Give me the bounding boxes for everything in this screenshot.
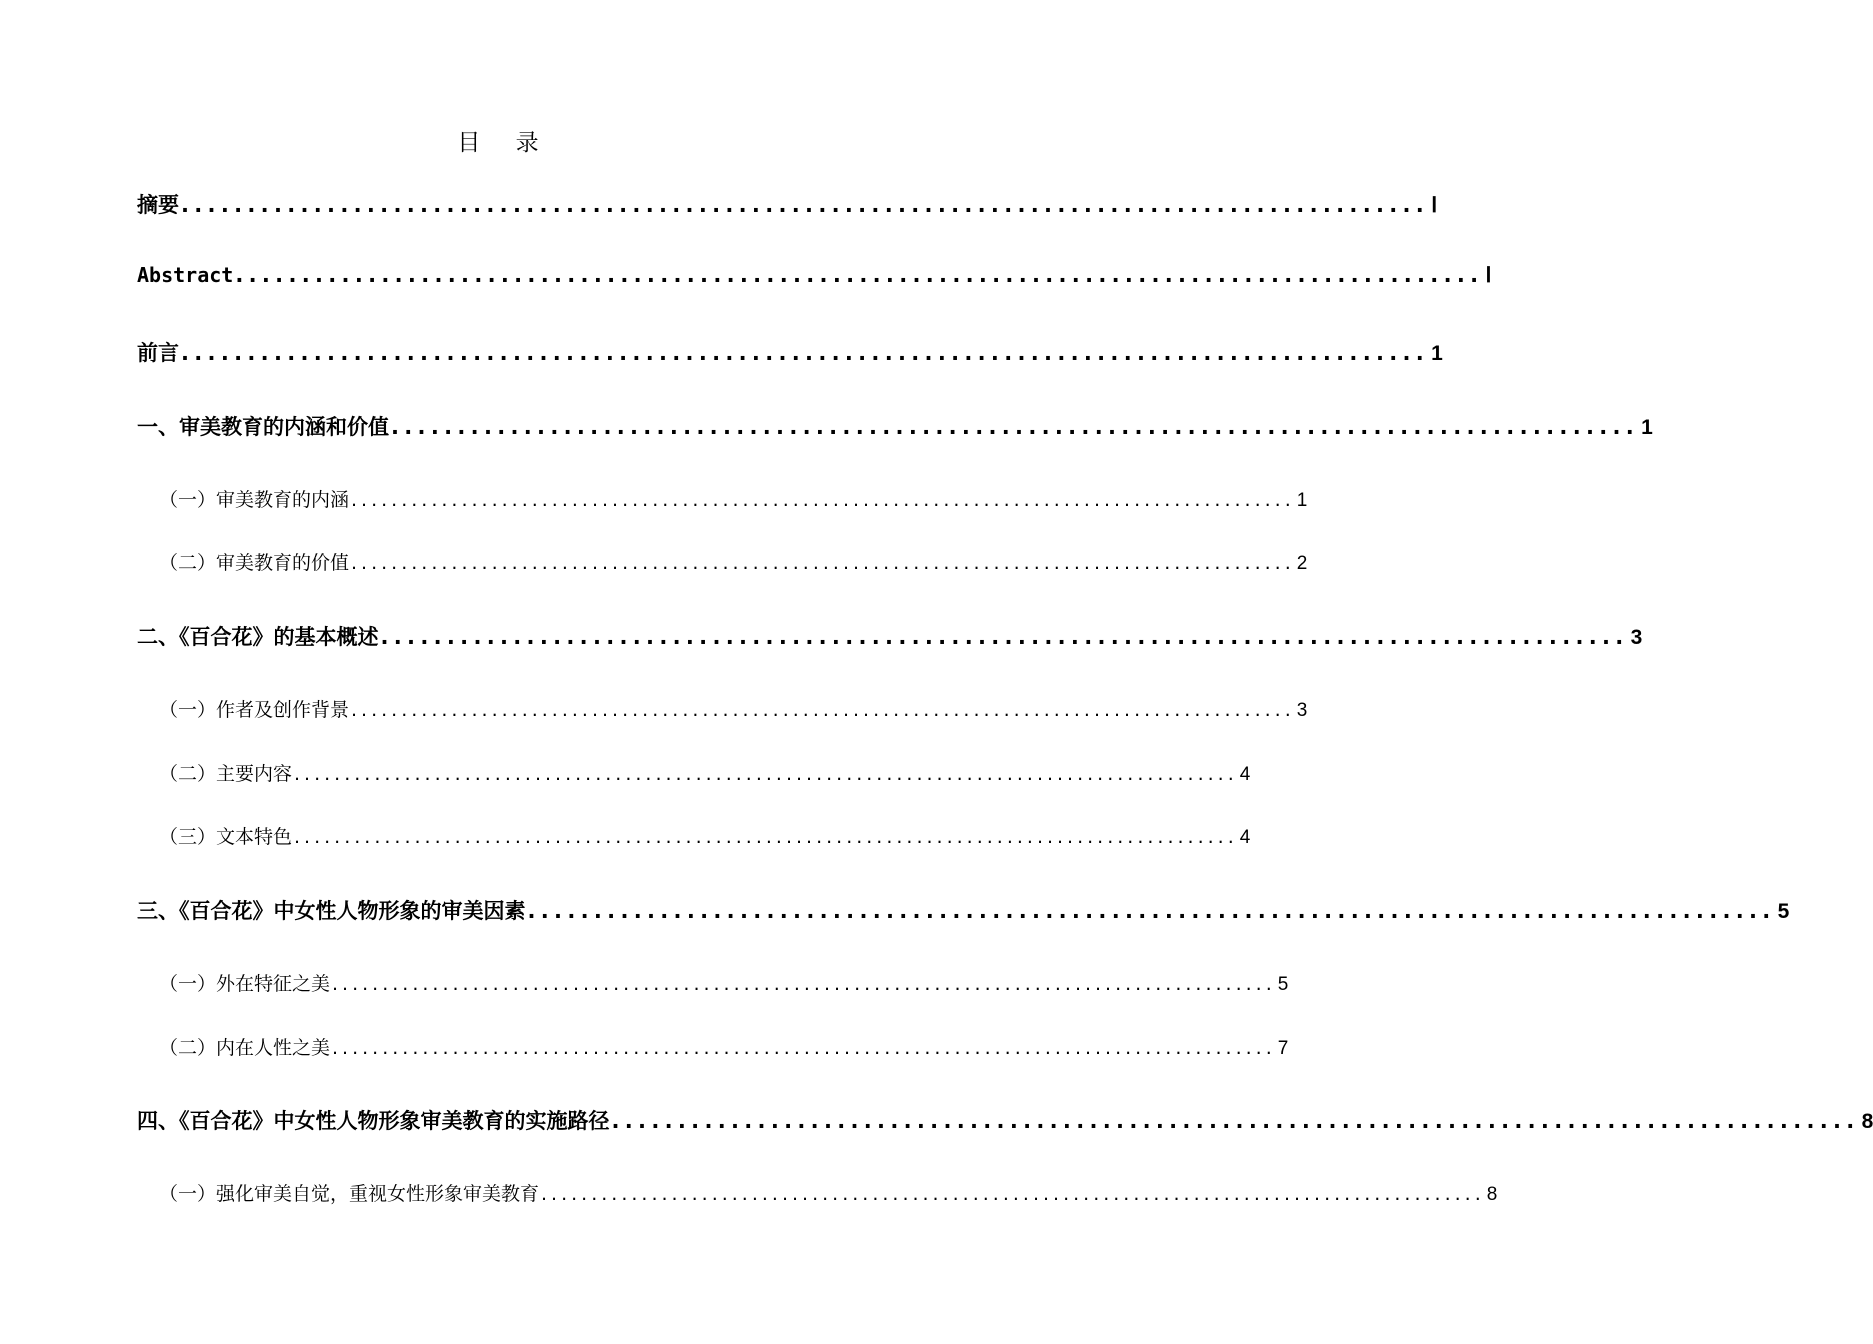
- toc-dot-leader: ..............................................................................................: [294, 826, 1238, 848]
- toc-entry-section-4-1[interactable]: [137, 1179, 1498, 1206]
- toc-dot-leader: ..............................................................................................: [294, 763, 1238, 785]
- toc-entry-label: （一）强化审美自觉，重视女性形象审美教育: [159, 1183, 540, 1205]
- toc-dot-leader: ..............................................................................................: [391, 415, 1640, 439]
- toc-entry-page: Ⅰ: [1485, 264, 1492, 287]
- toc-entry-chapter-2[interactable]: [137, 621, 1643, 651]
- toc-dot-leader: ..............................................................................................: [235, 263, 1484, 287]
- toc-entry-label: 一、审美教育的内涵和价值: [137, 415, 389, 439]
- toc-entry-label: 三、《百合花》中女性人物形象的审美因素: [137, 899, 526, 923]
- toc-entry-section-2-1[interactable]: [137, 695, 1308, 722]
- toc-entry-section-1-1[interactable]: [137, 485, 1308, 512]
- toc-entry-label: 摘要: [137, 193, 179, 217]
- toc-entry-label: 四、《百合花》中女性人物形象审美教育的实施路径: [137, 1109, 610, 1133]
- toc-dot-leader: ..............................................................................................: [527, 899, 1776, 923]
- toc-entry-chapter-4[interactable]: [137, 1105, 1873, 1135]
- toc-entry-label: （一）作者及创作背景: [159, 699, 350, 721]
- toc-entry-label: 前言: [137, 341, 179, 365]
- toc-entry-page: 5: [1277, 974, 1289, 995]
- toc-dot-leader: ..............................................................................................: [611, 1109, 1860, 1133]
- toc-entry-preface[interactable]: [137, 337, 1443, 367]
- toc-entry-abstract-cn[interactable]: [137, 189, 1438, 219]
- toc-entry-chapter-3[interactable]: [137, 895, 1790, 925]
- toc-entry-page: 8: [1861, 1110, 1873, 1133]
- toc-dot-leader: ..............................................................................................: [332, 1037, 1276, 1059]
- toc-entry-page: 2: [1296, 553, 1308, 574]
- toc-entry-label: （一）外在特征之美: [159, 973, 331, 995]
- toc-title: 目 录: [457, 130, 553, 156]
- toc-entry-page: 8: [1486, 1184, 1498, 1205]
- toc-entry-label: （三）文本特色: [159, 826, 293, 848]
- toc-dot-leader: ..............................................................................................: [181, 341, 1430, 365]
- toc-entry-page: Ⅰ: [1431, 194, 1438, 217]
- toc-entry-page: 5: [1777, 900, 1790, 923]
- toc-entry-page: 1: [1296, 490, 1308, 511]
- toc-entry-page: 3: [1296, 700, 1308, 721]
- toc-entry-page: 1: [1431, 342, 1443, 365]
- toc-entry-page: 7: [1277, 1038, 1289, 1059]
- toc-entry-label: Abstract: [137, 263, 234, 287]
- toc-entry-page: 4: [1239, 827, 1251, 848]
- toc-dot-leader: ..............................................................................................: [181, 193, 1430, 217]
- toc-dot-leader: ..............................................................................................: [380, 625, 1629, 649]
- toc-entry-label: （二）内在人性之美: [159, 1037, 331, 1059]
- toc-entry-abstract-en[interactable]: [137, 263, 1492, 288]
- toc-dot-leader: ..............................................................................................: [541, 1183, 1485, 1205]
- toc-dot-leader: ..............................................................................................: [351, 489, 1295, 511]
- toc-entry-label: （二）审美教育的价值: [159, 552, 350, 574]
- toc-entry-section-3-1[interactable]: [137, 969, 1289, 996]
- toc-dot-leader: ..............................................................................................: [332, 973, 1276, 995]
- toc-dot-leader: ..............................................................................................: [351, 552, 1295, 574]
- toc-entry-section-1-2[interactable]: [137, 548, 1308, 575]
- toc-entry-section-2-3[interactable]: [137, 822, 1251, 849]
- toc-entry-chapter-1[interactable]: [137, 411, 1653, 441]
- toc-entry-label: 二、《百合花》的基本概述: [137, 625, 379, 649]
- toc-entry-label: （二）主要内容: [159, 763, 293, 785]
- toc-entry-section-3-2[interactable]: [137, 1033, 1289, 1060]
- toc-entry-page: 4: [1239, 764, 1251, 785]
- toc-entry-label: （一）审美教育的内涵: [159, 489, 350, 511]
- toc-entry-page: 1: [1641, 416, 1653, 439]
- toc-entry-section-2-2[interactable]: [137, 759, 1251, 786]
- toc-dot-leader: ..............................................................................................: [351, 699, 1295, 721]
- toc-entry-page: 3: [1630, 626, 1643, 649]
